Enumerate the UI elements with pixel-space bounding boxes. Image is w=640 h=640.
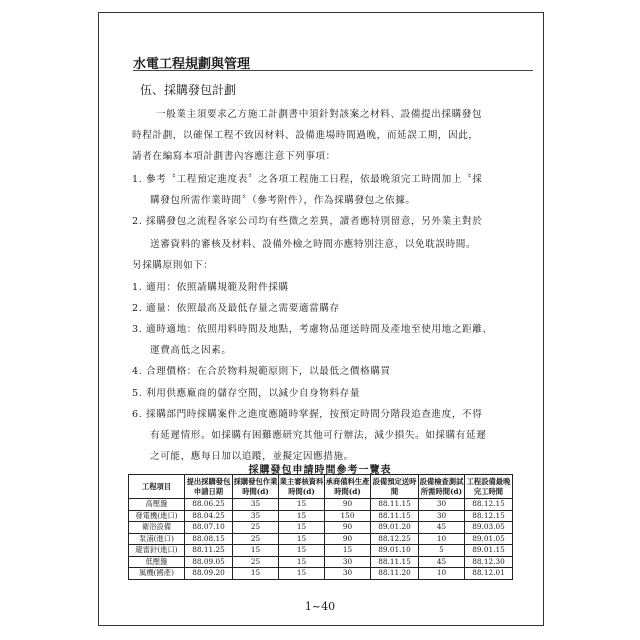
- table-row: [129, 499, 513, 511]
- table-cell: 88.12.25: [371, 533, 419, 545]
- table-row: [129, 510, 513, 522]
- table-cell: 89.01.20: [371, 522, 419, 534]
- table-cell: 15: [233, 545, 279, 557]
- table-cell: 88.11.15: [371, 499, 419, 511]
- column-header: 採購發包作業時間(d): [233, 475, 279, 499]
- table-cell: 30: [325, 556, 371, 568]
- table-cell: 89.01.10: [371, 545, 419, 557]
- table-cell: 88.11.25: [185, 545, 233, 557]
- table-cell: 30: [419, 499, 465, 511]
- table-cell: 88.04.25: [185, 510, 233, 522]
- table-cell: 35: [233, 499, 279, 511]
- list-item: 3. 適時適地：依照用料時間及地點，考慮物品運送時間及產地至使用地之距離、: [132, 324, 493, 335]
- table-cell: 88.07.10: [185, 522, 233, 534]
- table-cell: 88.12.15: [465, 510, 513, 522]
- table-cell: 低壓盤: [129, 556, 185, 568]
- table-cell: 150: [325, 510, 371, 522]
- column-header: 提出採購發包申請日期: [185, 475, 233, 499]
- table-cell: 25: [233, 522, 279, 534]
- table-cell: 15: [279, 545, 325, 557]
- table-cell: 15: [233, 568, 279, 580]
- list-item: 1. 適用：依照請購規範及附件採購: [132, 282, 289, 293]
- table-cell: 88.11.15: [371, 556, 419, 568]
- table-row: [129, 556, 513, 568]
- table-caption: 採購發包申請時間參考一覽表: [248, 465, 392, 476]
- table-cell: 89.03.05: [465, 522, 513, 534]
- table-cell: 45: [419, 556, 465, 568]
- table-cell: 88.12.15: [465, 499, 513, 511]
- column-header: 設備預定送時間: [371, 475, 419, 499]
- procurement-schedule-table: [128, 474, 513, 580]
- list-item-continued: 有延遲情形。如採購有困難應研究其他可行辦法，減少損失。如採購有延遲: [150, 430, 487, 441]
- column-header: 工程設備最晚完工時間: [465, 475, 513, 499]
- table-cell: 10: [419, 533, 465, 545]
- table-cell: 88.09.20: [185, 568, 233, 580]
- table-cell: 25: [233, 533, 279, 545]
- table-cell: 5: [419, 545, 465, 557]
- table-cell: 15: [279, 533, 325, 545]
- table-cell: 15: [279, 556, 325, 568]
- table-cell: 88.12.01: [465, 568, 513, 580]
- table-cell: 15: [325, 545, 371, 557]
- table-cell: 89.01.15: [465, 545, 513, 557]
- table-cell: 88.11.20: [371, 568, 419, 580]
- subheading: 另採購原則如下：: [132, 260, 214, 271]
- table-row: [129, 568, 513, 580]
- table-cell: 90: [325, 533, 371, 545]
- table-cell: 88.06.25: [185, 499, 233, 511]
- table-row: [129, 522, 513, 534]
- column-header: 承商備料生產時間(d): [325, 475, 371, 499]
- list-item: 1. 參考〝工程預定進度表〞之各項工程施工日程，依最晚須完工時間加上〝採: [132, 174, 483, 185]
- column-header: 業主審核資料時間(d): [279, 475, 325, 499]
- paragraph-line: 一般業主須要求乙方施工計劃書中須針對該案之材料、設備提出採購發包: [156, 109, 483, 120]
- table-cell: 45: [419, 522, 465, 534]
- header-rule: [133, 70, 533, 71]
- table-cell: 10: [419, 568, 465, 580]
- table-cell: 88.12.30: [465, 556, 513, 568]
- list-item: 5. 利用供應廠商的儲存空間，以減少自身物料存量: [132, 388, 361, 399]
- table-cell: 15: [279, 499, 325, 511]
- table-row: [129, 545, 513, 557]
- paragraph-line: 請者在編寫本項計劃書內容應注意下列事項：: [132, 151, 336, 162]
- table-cell: 90: [325, 499, 371, 511]
- table-cell: 88.09.05: [185, 556, 233, 568]
- table-cell: 90: [325, 522, 371, 534]
- list-item: 4. 合理價格：在合於物料規範原則下，以最低之價格購買: [132, 366, 391, 377]
- section-title: 伍、採購發包計劃: [140, 83, 237, 97]
- table-cell: 30: [419, 510, 465, 522]
- table-cell: 發電機(進口): [129, 510, 185, 522]
- table-cell: 衛浴設備: [129, 522, 185, 534]
- list-item-continued: 購發包所需作業時間〞（參考附件），作為採購發包之依據。: [150, 195, 416, 206]
- column-header: 工程項目: [129, 475, 185, 499]
- table-cell: 35: [233, 510, 279, 522]
- page-header: 水電工程規劃與管理: [133, 57, 251, 72]
- table-cell: 15: [279, 510, 325, 522]
- column-header: 設備檢查測試所需時間(d): [419, 475, 465, 499]
- page-number: 1~40: [304, 600, 336, 613]
- list-item-continued: 之可能，應每日加以追蹤，並擬定因應措施。: [150, 451, 354, 462]
- paragraph-line: 時程計劃，以確保工程不致因材料、設備進場時間過晚，而延誤工期，因此，: [132, 130, 479, 141]
- list-item-continued: 運費高低之因素。: [150, 345, 232, 356]
- table-cell: 泵浦(進口): [129, 533, 185, 545]
- list-item: 6. 採購部門時採購案件之進度應隨時掌握，按預定時間分階段追查進度，不得: [132, 409, 483, 420]
- table-row: [129, 533, 513, 545]
- table-cell: 88.11.15: [371, 510, 419, 522]
- table-cell: 高壓盤: [129, 499, 185, 511]
- table-cell: 89.01.05: [465, 533, 513, 545]
- table-cell: 15: [279, 522, 325, 534]
- table-header-row: [129, 475, 513, 499]
- table-cell: 88.08.15: [185, 533, 233, 545]
- table-cell: 避雷針(進口): [129, 545, 185, 557]
- table-cell: 15: [279, 568, 325, 580]
- table-cell: 風機(國產): [129, 568, 185, 580]
- list-item-continued: 送審資料的審核及材料、設備外檢之時間亦應特別注意，以免耽誤時間。: [150, 239, 477, 250]
- list-item: 2. 採購發包之流程各家公司均有些微之差異，讀者應特別留意，另外業主對於: [132, 216, 483, 227]
- table-cell: 30: [325, 568, 371, 580]
- table-cell: 25: [233, 556, 279, 568]
- list-item: 2. 適量：依照最高及最低存量之需要適當購存: [132, 303, 340, 314]
